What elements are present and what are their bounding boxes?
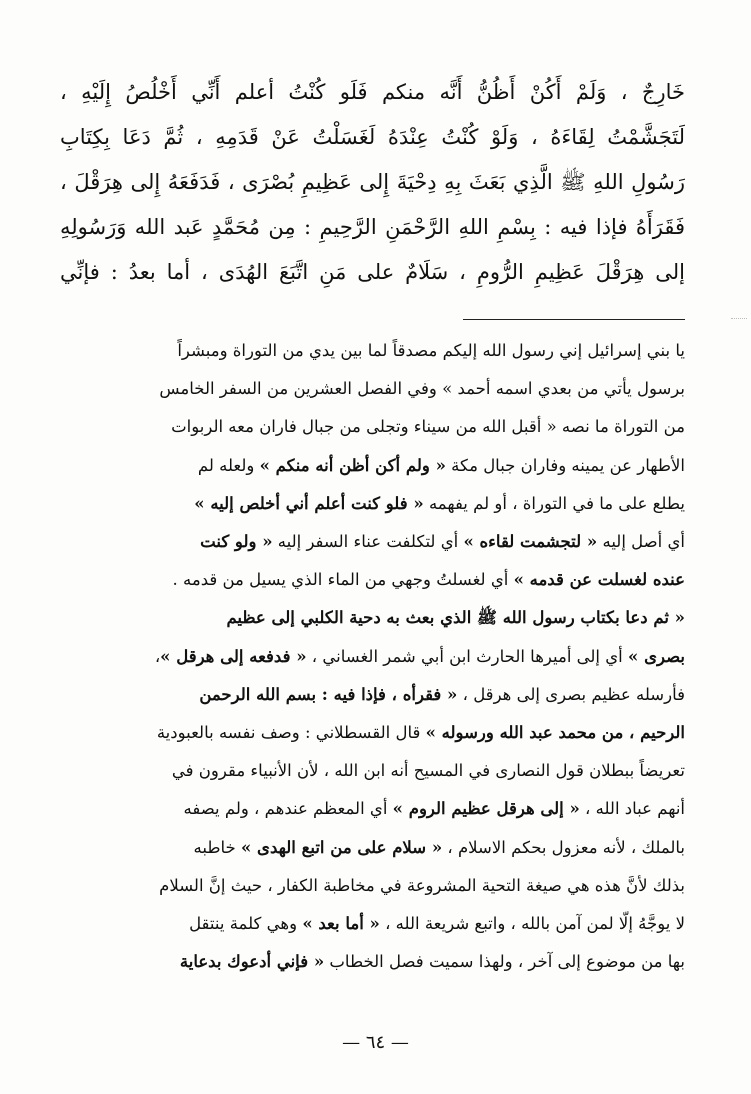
footnote-separator bbox=[463, 319, 685, 320]
footnote-line bbox=[60, 792, 685, 825]
footnote-line bbox=[60, 754, 685, 787]
footnote-line bbox=[60, 907, 685, 940]
footnote-line bbox=[60, 525, 685, 558]
footnote-line bbox=[60, 678, 685, 711]
main-text-line: لَتَجَشَّمْتُ لِقَاءَهُ ، وَلَوْ كُنْتُ عِنْدَهُ لَغَسَلْتُ عَنْ قَدَمِهِ ، ثُمَّ دَعَا بِكِتَابِ bbox=[60, 125, 685, 149]
footnote-line bbox=[60, 945, 685, 978]
quoted-hadith-text: « أما بعد » bbox=[302, 914, 380, 933]
commentary-text: أي إلى أميرها الحارث ابن أبي شمر الغساني ، bbox=[306, 647, 629, 666]
footnote-line bbox=[60, 449, 685, 482]
quoted-hadith-text: « فإني أدعوك بدعاية bbox=[179, 952, 325, 971]
main-text-line: رَسُولِ اللهِ ﷺ الَّذِي بَعَثَ بِهِ دِحْيَةَ إِلى عَظِيمِ بُصْرَى ، فَدَفَعَهُ إِلى هِرَقْلَ ، bbox=[60, 170, 685, 194]
quoted-hadith-text: « فلو كنت أعلم أني أخلص إليه » bbox=[194, 494, 424, 513]
commentary-text: قال القسطلاني : وصف نفسه بالعبودية bbox=[156, 723, 426, 742]
main-text-line: فَقَرَأَهُ فإذا فيه : بِسْمِ اللهِ الرَّحْمَنِ الرَّحِيمِ : مِن مُحَمَّدٍ عَبد الله وَرَسُولِهِ bbox=[60, 215, 685, 239]
scan-speck bbox=[731, 318, 747, 320]
quoted-hadith-text: « ولو كنت bbox=[200, 532, 273, 551]
quoted-hadith-text: « فدفعه إلى هرقل » bbox=[160, 647, 307, 666]
footnote-line bbox=[60, 831, 685, 864]
commentary-text: أي لغسلتُ وجهي من الماء الذي يسيل من قدمه . bbox=[172, 570, 514, 589]
quoted-hadith-text: « إلى هرقل عظيم الروم » bbox=[392, 799, 580, 818]
footnote-line bbox=[60, 869, 685, 902]
footnote-line bbox=[60, 410, 685, 443]
footnote-line bbox=[60, 601, 685, 634]
commentary-text: فأرسله عظيم بصرى إلى هرقل ، bbox=[457, 685, 685, 704]
commentary-text: أي أصل إليه bbox=[597, 532, 685, 551]
commentary-text: أي المعظم عندهم ، ولم يصفه bbox=[183, 799, 393, 818]
footnote-line bbox=[60, 372, 685, 405]
commentary-text: يا بني إسرائيل إني رسول الله إليكم مصدقاً لما بين يدي من التوراة ومبشراً bbox=[177, 341, 685, 360]
commentary-text: خاطبه bbox=[193, 838, 241, 857]
page-number: — ٦٤ — bbox=[342, 1032, 409, 1053]
commentary-text: برسول يأتي من بعدي اسمه أحمد » وفي الفصل العشرين من السفر الخامس bbox=[159, 379, 685, 398]
quoted-hadith-text: « ولم أكن أظن أنه منكم » bbox=[259, 456, 446, 475]
commentary-text: ، bbox=[154, 647, 161, 666]
footnote-line bbox=[60, 487, 685, 520]
commentary-text: لا يوجَّهُ إلّا لمن آمن بالله ، واتبع شريعة الله ، bbox=[379, 914, 685, 933]
commentary-text: بالملك ، لأنه معزول بحكم الاسلام ، bbox=[442, 838, 685, 857]
commentary-text: الأطهار عن يمينه وفاران جبال مكة bbox=[445, 456, 685, 475]
footnote-line bbox=[60, 334, 685, 367]
commentary-text: ولعله لم bbox=[197, 456, 260, 475]
quoted-hadith-text: « سلام على من اتبع الهدى » bbox=[240, 838, 443, 857]
main-text-line: خَارِجٌ ، وَلَمْ أَكُنْ أَظُنُّ أَنَّه منكم فَلَو كُنْتُ أعلم أَنِّي أَخْلُصُ إِلَيْهِ ، bbox=[60, 80, 685, 104]
commentary-text: من التوراة ما نصه « أقبل الله من سيناء وتجلى من جبال فاران معه الربوات bbox=[171, 417, 685, 436]
commentary-text: يطلع على ما في التوراة ، أو لم يفهمه bbox=[423, 494, 685, 513]
quoted-hadith-text: عنده لغسلت عن قدمه » bbox=[513, 570, 685, 589]
footnote-line bbox=[60, 640, 685, 673]
quoted-hadith-text: « فقرأه ، فإذا فيه : بسم الله الرحمن bbox=[199, 685, 458, 704]
quoted-hadith-text: بصرى » bbox=[628, 647, 685, 666]
footnote-line bbox=[60, 563, 685, 596]
commentary-text: أي لتكلفت عناء السفر إليه bbox=[272, 532, 464, 551]
quoted-hadith-text: الرحيم ، من محمد عبد الله ورسوله » bbox=[425, 723, 685, 742]
commentary-text: بذلك لأنَّ هذه هي صيغة التحية المشروعة في مخاطبة الكفار ، حيث إنَّ السلام bbox=[159, 876, 685, 895]
quoted-hadith-text: « لتجشمت لقاءه » bbox=[463, 532, 598, 551]
commentary-text: وهي كلمة ينتقل bbox=[189, 914, 303, 933]
quoted-hadith-text: « ثم دعا بكتاب رسول الله ﷺ الذي بعث به دحية الكلبي إلى عظيم bbox=[226, 608, 685, 627]
commentary-text: تعريضاً ببطلان قول النصارى في المسيح أنه ابن الله ، لأن الأنبياء مقرون في bbox=[171, 761, 685, 780]
commentary-text: بها من موضوع إلى آخر ، ولهذا سميت فصل الخطاب bbox=[324, 952, 685, 971]
footnote-line bbox=[60, 716, 685, 749]
main-text-line: إلى هِرَقْلَ عَظِيمِ الرُّومِ ، سَلَامٌ على مَنِ اتَّبَعَ الهُدَى ، أما بعدُ : فإنِّي bbox=[60, 260, 685, 284]
commentary-text: أنهم عباد الله ، bbox=[579, 799, 685, 818]
